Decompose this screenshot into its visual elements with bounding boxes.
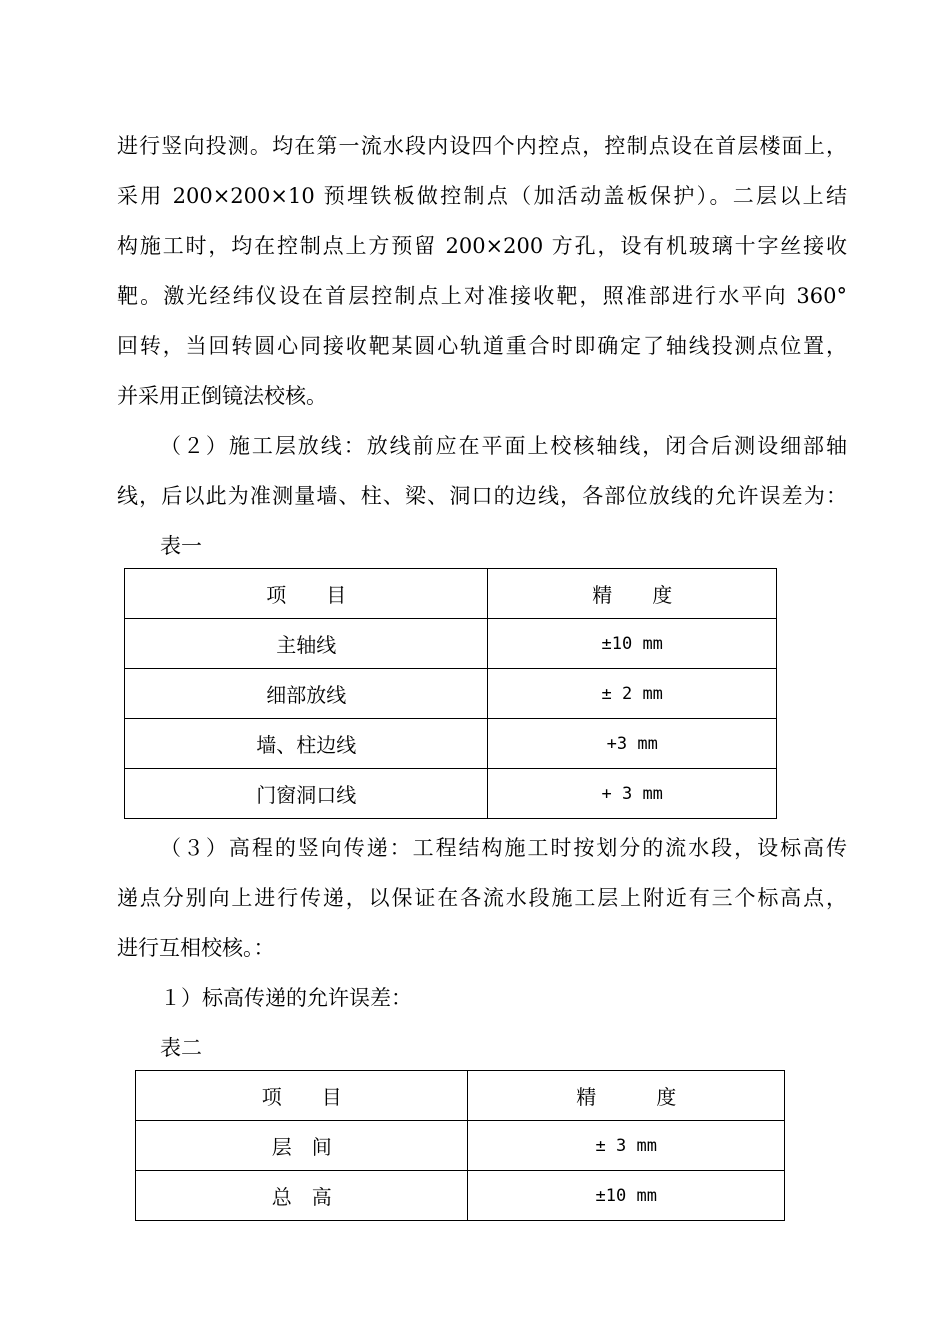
table-row [125,719,777,769]
table-cell-item: 门窗洞口线 [125,769,488,819]
paragraph-line: 并采用正倒镜法校核。 [117,384,327,408]
paragraph-line: 进行互相校核。： [117,936,275,960]
table1 [124,568,777,819]
paragraph-line: （２）施工层放线：放线前应在平面上校核轴线，闭合后测设细部轴 [160,434,847,458]
table-header-cell: 项 目 [125,569,488,619]
paragraph-line: 回转，当回转圆心同接收靶某圆心轨道重合时即确定了轴线投测点位置， [117,334,847,358]
table2 [135,1070,785,1221]
table-header-cell: 精 度 [488,569,777,619]
table-row [125,619,777,669]
paragraph-line: 递点分别向上进行传递，以保证在各流水段施工层上附近有三个标高点， [117,886,847,910]
paragraph-line: １）标高传递的允许误差： [160,986,412,1010]
table-header-cell: 项 目 [136,1071,468,1121]
table-cell-precision: ± 2 mm [488,669,777,719]
table-cell-item: 层 间 [136,1121,468,1171]
table-cell-precision: +3 mm [488,719,777,769]
paragraph-line: 采用 200×200×10 预埋铁板做控制点（加活动盖板保护）。二层以上结 [117,184,847,208]
table1-caption: 表一 [160,534,202,558]
table2-caption: 表二 [160,1036,202,1060]
table-cell-item: 主轴线 [125,619,488,669]
table-cell-precision: ± 3 mm [468,1121,785,1171]
paragraph-line: 线，后以此为准测量墙、柱、梁、洞口的边线，各部位放线的允许误差为： [117,484,847,508]
table-row [136,1121,785,1171]
table-header-cell: 精 度 [468,1071,785,1121]
table-header-row [136,1071,785,1121]
paragraph-line: 靶。激光经纬仪设在首层控制点上对准接收靶，照准部进行水平向 360° [117,284,847,308]
table-row [125,669,777,719]
table-cell-precision: ±10 mm [468,1171,785,1221]
table-cell-precision: + 3 mm [488,769,777,819]
table-row [125,769,777,819]
table-cell-item: 墙、柱边线 [125,719,488,769]
table-cell-item: 总 高 [136,1171,468,1221]
table-cell-precision: ±10 mm [488,619,777,669]
paragraph-line: 构施工时，均在控制点上方预留 200×200 方孔，设有机玻璃十字丝接收 [117,234,847,258]
paragraph-line: （３）高程的竖向传递：工程结构施工时按划分的流水段，设标高传 [160,836,847,860]
table-header-row [125,569,777,619]
table-cell-item: 细部放线 [125,669,488,719]
table-row [136,1171,785,1221]
paragraph-line: 进行竖向投测。均在第一流水段内设四个内控点，控制点设在首层楼面上， [117,134,847,158]
